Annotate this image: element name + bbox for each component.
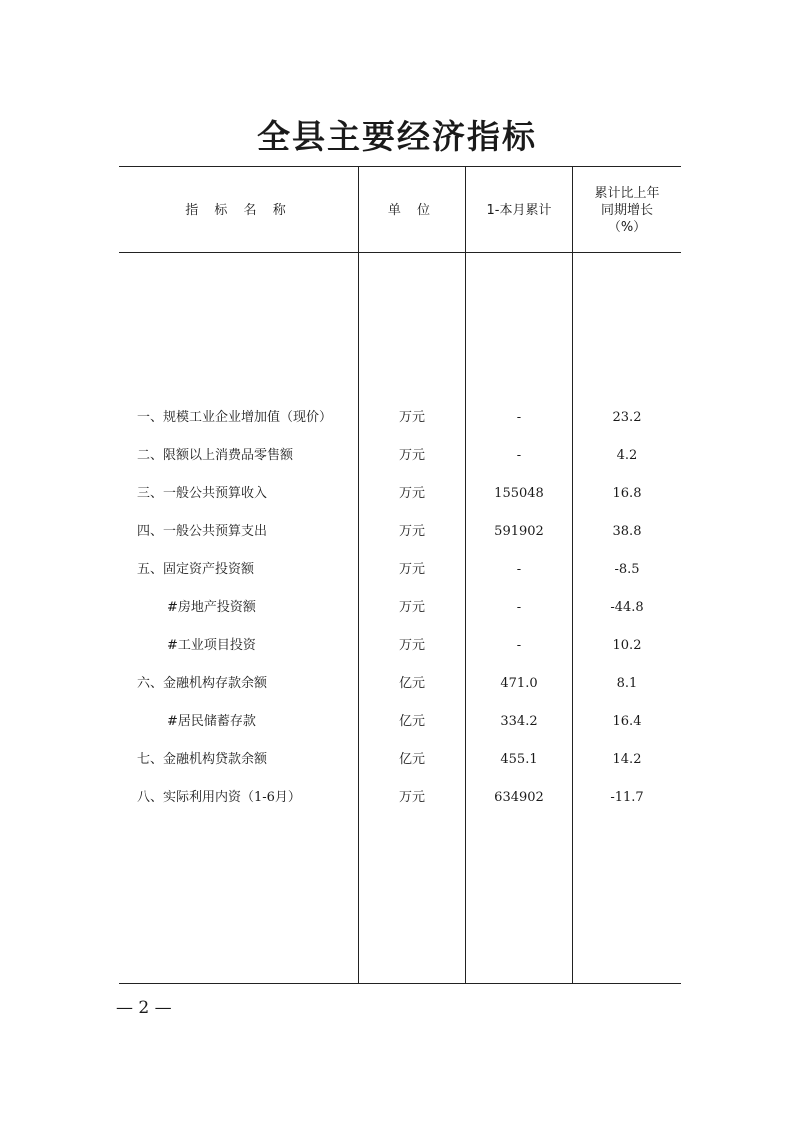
indicator-growth: -11.7: [610, 790, 644, 805]
indicator-growth: -44.8: [610, 600, 644, 615]
table-row: [0, 482, 794, 506]
table-row: [0, 444, 794, 468]
indicator-name: 五、固定资产投资额: [137, 562, 255, 577]
indicator-cumulative: -: [516, 410, 522, 425]
indicator-name: 一、规模工业企业增加值（现价）: [137, 410, 333, 425]
indicator-growth: 38.8: [612, 524, 642, 539]
table-row: [0, 710, 794, 734]
indicator-unit: 万元: [398, 600, 425, 615]
indicator-cumulative: 471.0: [500, 676, 538, 691]
header-cumulative: [466, 168, 572, 252]
indicator-name: 八、实际利用内资（1-6月）: [137, 790, 301, 805]
table-top-border: [119, 166, 681, 167]
indicator-growth: 16.8: [612, 486, 642, 501]
header-cumulative-text: 1-本月累计: [486, 202, 552, 218]
indicator-growth: -8.5: [614, 562, 640, 577]
indicator-cumulative: 634902: [494, 790, 544, 805]
header-unit-text: 单 位: [387, 202, 437, 218]
page-title: 全县主要经济指标: [257, 117, 537, 156]
table-row: [0, 558, 794, 582]
indicator-unit: 万元: [398, 486, 425, 501]
indicator-name: 六、金融机构存款余额: [137, 676, 268, 691]
indicator-cumulative: -: [516, 638, 522, 653]
table-row: [0, 634, 794, 658]
indicator-unit: 万元: [398, 638, 425, 653]
header-name: [119, 168, 358, 252]
header-unit: [359, 168, 465, 252]
indicator-growth: 16.4: [612, 714, 642, 729]
indicator-name: 三、一般公共预算收入: [137, 486, 268, 501]
indicator-growth: 23.2: [612, 410, 642, 425]
indicator-unit: 万元: [398, 410, 425, 425]
indicator-name: #房地产投资额: [167, 600, 256, 615]
indicator-growth: 8.1: [616, 676, 638, 691]
table-row: [0, 520, 794, 544]
indicator-cumulative: -: [516, 448, 522, 463]
indicator-unit: 万元: [398, 790, 425, 805]
header-growth-line2: 同期增长: [600, 202, 653, 218]
indicator-name: 二、限额以上消费品零售额: [137, 448, 294, 463]
indicator-growth: 14.2: [612, 752, 642, 767]
table-row: [0, 596, 794, 620]
indicator-cumulative: -: [516, 562, 522, 577]
page-number: — 2 —: [116, 998, 172, 1018]
indicator-unit: 万元: [398, 524, 425, 539]
indicator-unit: 亿元: [398, 752, 425, 767]
indicator-name: #居民储蓄存款: [167, 714, 256, 729]
header-bottom-border: [119, 252, 681, 253]
indicator-unit: 万元: [398, 448, 425, 463]
indicator-growth: 4.2: [616, 448, 638, 463]
header-growth-line3: （%）: [607, 219, 647, 235]
indicator-cumulative: 591902: [494, 524, 544, 539]
indicator-name: 七、金融机构贷款余额: [137, 752, 268, 767]
table-row: [0, 786, 794, 810]
indicator-cumulative: 155048: [494, 486, 544, 501]
header-growth-line1: 累计比上年: [594, 185, 660, 201]
indicator-cumulative: -: [516, 600, 522, 615]
indicator-cumulative: 455.1: [500, 752, 538, 767]
header-name-text: 指 标 名 称: [185, 202, 292, 218]
indicator-cumulative: 334.2: [500, 714, 538, 729]
indicator-name: #工业项目投资: [167, 638, 256, 653]
indicator-growth: 10.2: [612, 638, 642, 653]
table-row: [0, 748, 794, 772]
table-row: [0, 406, 794, 430]
table-row: [0, 672, 794, 696]
indicator-unit: 万元: [398, 562, 425, 577]
header-growth: [573, 168, 681, 252]
indicator-name: 四、一般公共预算支出: [137, 524, 268, 539]
indicator-unit: 亿元: [398, 676, 425, 691]
table-bottom-border: [119, 983, 681, 984]
indicator-unit: 亿元: [398, 714, 425, 729]
